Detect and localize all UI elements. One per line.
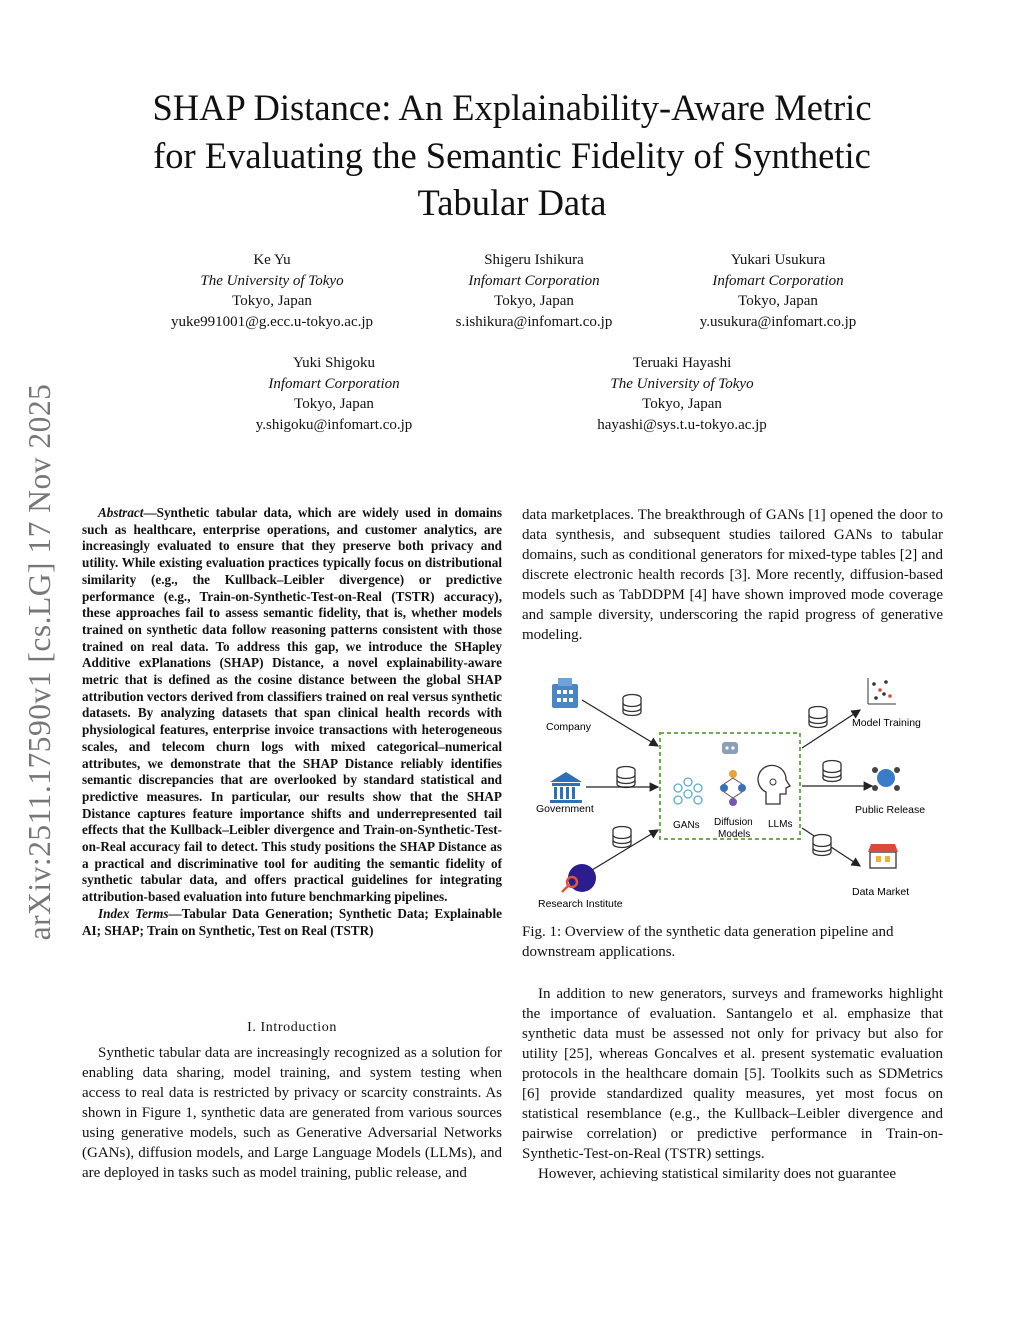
database-icon (623, 695, 641, 716)
title-line: Tabular Data (417, 182, 607, 223)
abstract (82, 505, 502, 939)
llm-head-icon (758, 765, 790, 804)
figure-caption: Fig. 1: Overview of the synthetic data generation pipeline and downstream applications. (522, 924, 894, 960)
author-block (648, 250, 908, 333)
title-line: for Evaluating the Semantic Fidelity of Synthetic (153, 134, 871, 176)
intro-paragraph: Synthetic tabular data are increasingly recognized as a solution for enabling data sharing, model training, and system testing when access to real data is restricted by privacy or scarcity constraints. As shown in Figure 1, synthetic data are generated from various sources using generative models, such as Generative Adversarial Networks (GANs), diffusion models, and Large Language Models (LLMs), and are deployed in tasks such as model training, public release, and (82, 1045, 502, 1181)
author-affiliation: Infomart Corporation (268, 375, 400, 392)
gans-icon (674, 778, 702, 804)
author-block (404, 250, 664, 333)
author-block (204, 353, 464, 436)
database-icon (809, 707, 827, 728)
intro-column (82, 1043, 502, 1183)
company-icon (552, 678, 578, 708)
author-location: Tokyo, Japan (642, 396, 722, 413)
abstract-label: Abstract (98, 505, 144, 520)
author-affiliation: The University of Tokyo (610, 375, 754, 392)
title-line: SHAP Distance: An Explainability-Aware Metric (152, 87, 872, 128)
section-heading: I. Introduction (247, 1020, 337, 1035)
index-terms-label: Index Terms (98, 905, 169, 921)
author-email: hayashi@sys.t.u-tokyo.ac.jp (597, 417, 767, 434)
right-column-top (522, 505, 943, 645)
author-name: Teruaki Hayashi (632, 355, 732, 371)
author-affiliation: The University of Tokyo (200, 272, 344, 289)
model-label: LLMs (768, 819, 793, 830)
index-terms-text: —Tabular Data Generation; Synthetic Data; Explainable AI; SHAP; Train on Synthetic, Test on Real (TSTR) (82, 905, 502, 938)
author-location: Tokyo, Japan (294, 396, 374, 413)
author-email: y.shigoku@infomart.co.jp (255, 417, 413, 434)
database-icon (617, 767, 635, 788)
research-institute-icon (562, 864, 596, 892)
source-label: Company (546, 721, 591, 733)
model-label: Models (718, 829, 751, 840)
application-label: Public Release (855, 804, 926, 816)
database-icon (613, 827, 631, 848)
author-affiliation: Infomart Corporation (712, 272, 844, 289)
paper-title (80, 84, 944, 227)
data-market-icon (868, 844, 898, 868)
source-label: Government (536, 803, 594, 815)
arrow (582, 700, 658, 746)
robot-icon (722, 742, 738, 754)
diffusion-icon (720, 770, 746, 806)
author-name: Ke Yu (253, 252, 291, 268)
right-column-bottom (522, 984, 943, 1184)
index-terms (82, 906, 502, 939)
author-block (142, 250, 402, 333)
model-label: GANs (673, 820, 700, 831)
pipeline-figure (530, 670, 940, 910)
model-training-icon (868, 678, 896, 704)
author-email: y.usukura@infomart.co.jp (699, 314, 857, 331)
model-label: Diffusion (714, 817, 753, 828)
application-label: Model Training (852, 717, 921, 729)
author-affiliation: Infomart Corporation (468, 272, 600, 289)
abstract-text: —Synthetic tabular data, which are widely used in domains such as healthcare, enterprise operations, and customer analytics, are increasingly evaluated to ensure that they preserve both privacy and utility. While existing evaluation practices typically focus on distributional similarity (e.g., the Kullback–Leibler divergence) or predictive performance (e.g., Train-on-Synthetic-Test-on-Real (TSTR) accuracy), these approaches fail to assess semantic fidelity, that is, whether models trained on synthetic data follow reasoning patterns consistent with those trained on real data. To address this gap, we introduce the SHapley Additive exPlanations (SHAP) Distance, a novel explainability-aware metric that is defined as the cosine distance between the global SHAP attribution vectors derived from classifiers trained on real versus synthetic datasets. By analyzing datasets that span clinical health records with physiological features, enterprise invoice transactions with heterogeneous scales, and telecom churn logs with mixed categorical–numerical attributes, we demonstrate that the SHAP Distance reliably identifies semantic discrepancies that are overlooked by standard statistical and predictive measures. In particular, our results show that the SHAP Distance captures feature importance shifts and underrepresented tail effects that the Kullback–Leibler divergence and Train-on-Synthetic-Test-on-Real accuracy fail to detect. This study positions the SHAP Distance as a practical and discriminative tool for auditing the semantic fidelity of synthetic tabular data, and offers practical guidelines for integrating attribution-based evaluation into future benchmarking pipelines. (82, 505, 502, 905)
body-paragraph: However, achieving statistical similarity does not guarantee (538, 1166, 897, 1182)
author-name: Yukari Usukura (730, 252, 826, 268)
author-block (552, 353, 812, 436)
public-release-icon (872, 767, 900, 791)
body-paragraph: In addition to new generators, surveys and frameworks highlight the importance of evaluation. Santangelo et al. emphasize that synthetic data must be assessed not only for privacy but also for utility [25], whereas Goncalves et al. present systematic evaluation protocols in the healthcare domain [5]. Toolkits such as SDMetrics [6] provide standardized quality measures, yet most focus on statistical resemblance (e.g., the Kullback–Leibler divergence and pairwise correlation) or predictive performance in Train-on-Synthetic-Test-on-Real (TSTR) settings. (522, 986, 943, 1162)
author-email: yuke991001@g.ecc.u-tokyo.ac.jp (170, 314, 374, 331)
database-icon (823, 761, 841, 782)
source-label: Research Institute (538, 898, 623, 910)
author-email: s.ishikura@infomart.co.jp (455, 314, 613, 331)
abstract-paragraph (82, 505, 502, 906)
body-paragraph: data marketplaces. The breakthrough of GANs [1] opened the door to data synthesis, and subsequent studies tailored GANs to tabular domains, such as conditional generators for mixed-type tables [2] and discrete electronic health records [3]. More recently, diffusion-based models such as TabDDPM [4] have shown improved mode coverage and sample diversity, underscoring the rapid progress of generative modeling. (522, 507, 943, 643)
database-icon (813, 835, 831, 856)
author-name: Yuki Shigoku (292, 355, 376, 371)
application-label: Data Market (852, 886, 910, 898)
author-location: Tokyo, Japan (738, 293, 818, 310)
arxiv-stamp-text: arXiv:2511.17590v1 [cs.LG] 17 Nov 2025 (22, 383, 57, 941)
author-name: Shigeru Ishikura (484, 252, 584, 268)
government-icon (550, 772, 582, 803)
author-location: Tokyo, Japan (232, 293, 312, 310)
author-location: Tokyo, Japan (494, 293, 574, 310)
